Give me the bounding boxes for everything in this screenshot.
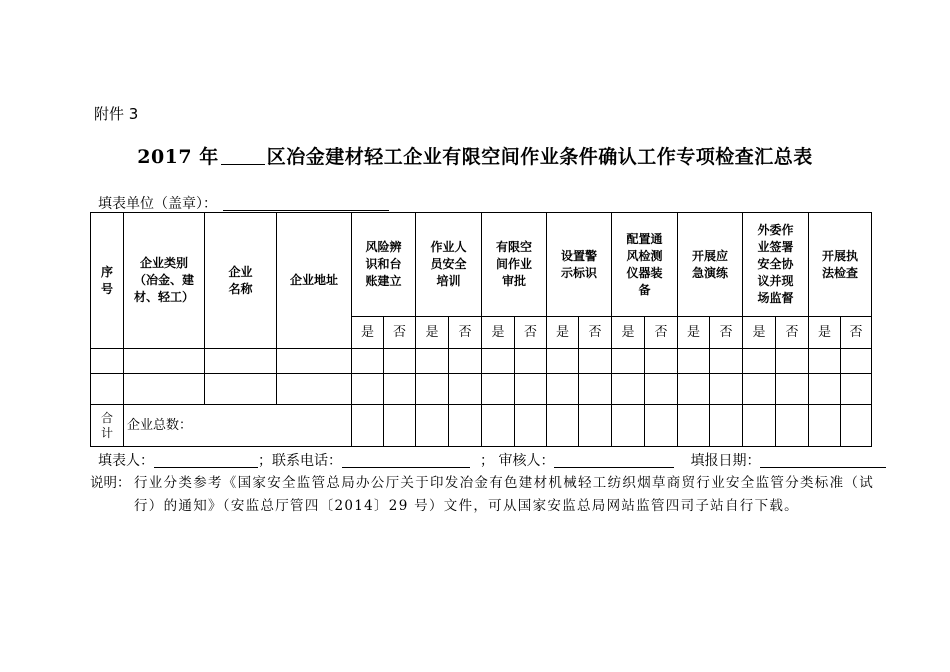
total-cell[interactable] [809,405,841,447]
reviewer-field[interactable] [554,453,674,468]
table-cell[interactable] [776,374,809,405]
table-cell[interactable] [841,349,872,374]
header-item-training: 作业人员安全培训 [416,213,482,317]
enterprise-total-field[interactable]: 企业总数： [124,405,352,447]
filler-field[interactable] [154,453,258,468]
table-cell[interactable] [352,374,384,405]
table-cell[interactable] [841,374,872,405]
total-cell[interactable] [678,405,710,447]
table-cell[interactable] [205,349,277,374]
header-address: 企业地址 [277,213,352,349]
date-label: 填报日期： [690,453,761,469]
table-cell[interactable] [612,349,645,374]
table-cell[interactable] [612,374,645,405]
table-cell[interactable] [547,374,579,405]
table-cell[interactable] [449,374,482,405]
yes-label: 是 [743,317,776,349]
header-item-signs: 设置警示标识 [547,213,612,317]
total-cell[interactable] [416,405,449,447]
total-cell[interactable] [352,405,384,447]
no-label: 否 [645,317,678,349]
table-cell[interactable] [124,374,205,405]
table-cell[interactable] [205,374,277,405]
yes-label: 是 [809,317,841,349]
table-cell[interactable] [776,349,809,374]
table-cell[interactable] [515,349,547,374]
yes-label: 是 [678,317,710,349]
table-row[interactable] [91,374,872,405]
yes-label: 是 [612,317,645,349]
total-cell[interactable] [612,405,645,447]
header-seq: 序号 [91,213,124,349]
table-cell[interactable] [710,349,743,374]
no-label: 否 [515,317,547,349]
header-item-ventilation: 配置通风检测仪器装备 [612,213,678,317]
table-cell[interactable] [277,374,352,405]
table-cell[interactable] [743,374,776,405]
date-field[interactable] [760,453,886,468]
total-row [91,405,872,447]
note-label: 说明： [90,475,131,491]
total-cell[interactable] [645,405,678,447]
filler-unit-field[interactable] [223,196,389,211]
title-year: 2017 年 [137,146,219,168]
yes-label: 是 [352,317,384,349]
header-item-risk: 风险辨识和台账建立 [352,213,416,317]
note [90,472,880,518]
filler-unit [98,193,389,213]
no-label: 否 [776,317,809,349]
total-cell[interactable] [449,405,482,447]
phone-label: ；联系电话： [258,453,342,469]
table-cell[interactable] [384,349,416,374]
filler-unit-label: 填表单位（盖章）： [98,196,217,212]
table-cell[interactable] [482,349,515,374]
header-category: 企业类别（冶金、建材、轻工） [124,213,205,349]
table-cell[interactable] [449,349,482,374]
total-cell[interactable] [743,405,776,447]
table-cell[interactable] [743,349,776,374]
header-name: 企业名称 [205,213,277,349]
total-cell[interactable] [841,405,872,447]
table-row[interactable] [91,349,872,374]
note-text: 行业分类参考《国家安全监管总局办公厅关于印发冶金有色建材机械轻工纺织烟草商贸行业安全监管分类标准（试行）的通知》（安监总厅管四〔2014〕29 号）文件，可从国家安监总局网站监管四司子站自行下载。 [134,475,874,514]
total-cell[interactable] [579,405,612,447]
table-cell[interactable] [91,374,124,405]
table-cell[interactable] [678,349,710,374]
page-title [0,142,950,169]
table-cell[interactable] [482,374,515,405]
header-item-enforcement: 开展执法检查 [809,213,872,317]
no-label: 否 [841,317,872,349]
no-label: 否 [449,317,482,349]
yes-label: 是 [482,317,515,349]
total-cell[interactable] [384,405,416,447]
table-cell[interactable] [809,349,841,374]
table-cell[interactable] [124,349,205,374]
total-label: 合计 [91,405,124,447]
title-text: 区冶金建材轻工企业有限空间作业条件确认工作专项检查汇总表 [266,146,813,168]
table-cell[interactable] [515,374,547,405]
footer-signature-row [98,450,886,470]
yes-label: 是 [547,317,579,349]
total-cell[interactable] [710,405,743,447]
table-cell[interactable] [809,374,841,405]
summary-table [90,212,872,447]
yes-label: 是 [416,317,449,349]
reviewer-label: ； 审核人： [480,453,555,469]
header-item-drill: 开展应急演练 [678,213,743,317]
table-cell[interactable] [645,374,678,405]
total-cell[interactable] [547,405,579,447]
total-cell[interactable] [482,405,515,447]
title-blank-line[interactable] [221,148,265,165]
table-cell[interactable] [91,349,124,374]
no-label: 否 [384,317,416,349]
header-item-outsourcing: 外委作业签署安全协议并现场监督 [743,213,809,317]
header-item-approval: 有限空间作业审批 [482,213,547,317]
table-cell[interactable] [579,349,612,374]
table-cell[interactable] [579,374,612,405]
table-cell[interactable] [710,374,743,405]
header-row [91,213,872,317]
table-cell[interactable] [416,374,449,405]
table-cell[interactable] [352,349,384,374]
table-cell[interactable] [277,349,352,374]
phone-field[interactable] [342,453,470,468]
attachment-label: 附件 3 [94,105,139,123]
table-cell[interactable] [416,349,449,374]
no-label: 否 [579,317,612,349]
table-cell[interactable] [384,374,416,405]
total-cell[interactable] [515,405,547,447]
total-cell[interactable] [776,405,809,447]
table-cell[interactable] [645,349,678,374]
no-label: 否 [710,317,743,349]
table-cell[interactable] [678,374,710,405]
filler-label: 填表人： [98,453,154,469]
table-cell[interactable] [547,349,579,374]
